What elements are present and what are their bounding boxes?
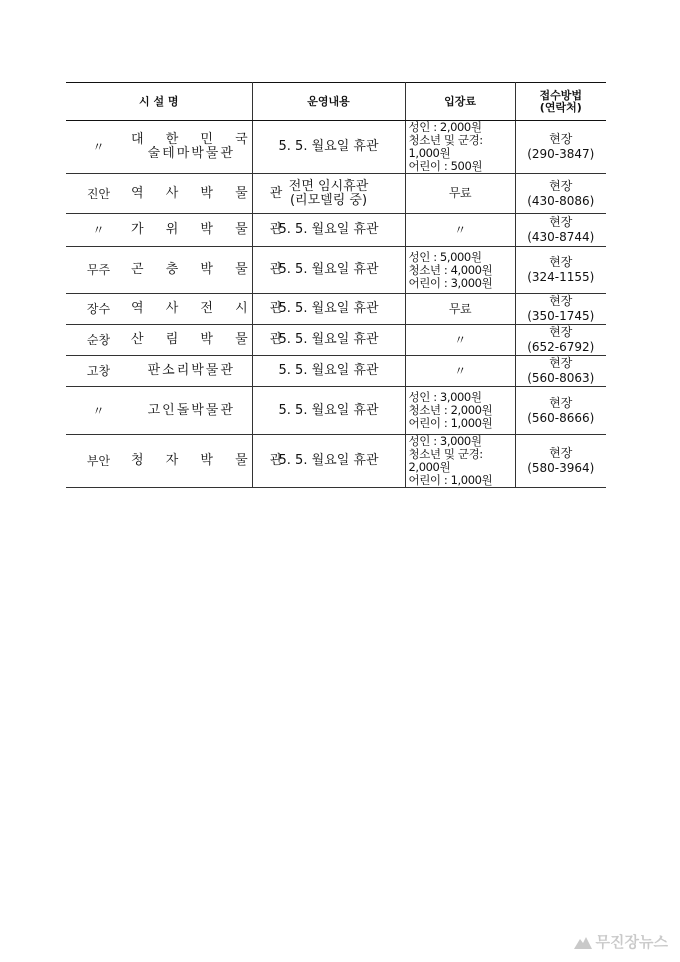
header-contact-line2: (연락처) (539, 100, 582, 114)
region-text: 진안 (86, 186, 111, 201)
table-row (66, 247, 606, 294)
table-row (66, 387, 606, 435)
region-cell (66, 294, 131, 325)
operation-line: 5. 5. 월요일 휴관 (278, 139, 379, 154)
operation-line: 5. 5. 월요일 휴관 (278, 402, 379, 418)
facility-name-line: 역 사 박 물 관 (131, 185, 292, 201)
admission-line: 청소년 : 2,000원 (408, 403, 493, 417)
facility-name-cell (131, 174, 292, 214)
facility-table (66, 82, 606, 488)
contact-phone: (324-1155) (527, 270, 595, 284)
region-text: 순창 (86, 333, 111, 347)
facility-name-cell (131, 294, 292, 325)
facility-name-cell (131, 214, 292, 247)
facility-name-line: 가 위 박 물 관 (131, 222, 292, 237)
operation-line: (리모델링 중) (289, 192, 368, 208)
facility-name-line: 산 림 박 물 관 (131, 332, 292, 347)
contact-method: 현장 (549, 395, 573, 410)
admission-line: 〃 (454, 332, 466, 347)
contact-method: 현장 (549, 255, 573, 269)
region-text: 장수 (86, 302, 111, 316)
contact-cell (515, 214, 606, 247)
region-cell (66, 325, 131, 356)
table-header-row (66, 83, 606, 121)
operation-cell (252, 387, 405, 435)
contact-method: 현장 (549, 446, 573, 460)
contact-cell (515, 356, 606, 387)
admission-line: 무료 (448, 301, 472, 316)
facility-name-cell (131, 387, 252, 435)
table-row (66, 214, 606, 247)
contact-cell (515, 387, 606, 435)
contact-phone: (430-8744) (527, 230, 595, 244)
contact-cell (515, 174, 606, 214)
operation-cell (252, 356, 405, 387)
facility-name-line: 역 사 전 시 관 (131, 301, 292, 316)
contact-method: 현장 (549, 178, 573, 193)
contact-phone: (560-8666) (527, 410, 595, 425)
contact-cell (515, 325, 606, 356)
facility-name-cell (131, 356, 252, 387)
header-operation: 운영내용 (252, 83, 405, 121)
contact-phone: (290-3847) (527, 147, 595, 161)
admission-line: 청소년 및 군경: 1,000원 (408, 133, 483, 160)
facility-name-line: 판소리박물관 (147, 363, 235, 378)
admission-line: 어린이 : 500원 (408, 159, 483, 173)
facility-name-cell (131, 325, 292, 356)
facility-name-cell (131, 435, 292, 488)
region-cell (66, 387, 131, 435)
contact-method: 현장 (549, 215, 573, 229)
region-text: 무주 (86, 263, 111, 277)
contact-phone: (560-8063) (527, 371, 595, 385)
contact-phone: (430-8086) (527, 193, 595, 208)
operation-line: 전면 임시휴관 (288, 178, 369, 194)
operation-cell (252, 121, 405, 174)
admission-line: 청소년 : 4,000원 (408, 262, 493, 277)
admission-cell (405, 247, 515, 294)
header-facility: 시 설 명 (66, 83, 252, 121)
table-row (66, 325, 606, 356)
region-cell (66, 435, 131, 488)
contact-cell (515, 294, 606, 325)
facility-name-line: 술테마박물관 (147, 146, 235, 161)
table-row (66, 174, 606, 214)
admission-line: 〃 (454, 363, 466, 378)
admission-line: 청소년 및 군경: 2,000원 (408, 447, 483, 474)
region-text: 〃 (92, 403, 105, 418)
admission-line: 어린이 : 1,000원 (408, 473, 493, 487)
watermark-text: 무진장뉴스 (595, 933, 668, 951)
contact-method: 현장 (549, 132, 573, 146)
admission-cell (405, 387, 515, 435)
contact-cell (515, 435, 606, 488)
watermark-logo (573, 931, 668, 952)
contact-method: 현장 (549, 325, 573, 339)
contact-phone: (652-6792) (527, 340, 595, 354)
admission-line: 성인 : 3,000원 (408, 390, 482, 404)
contact-cell (515, 247, 606, 294)
table-body (66, 121, 606, 488)
header-admission: 입장료 (405, 83, 515, 121)
operation-line: 5. 5. 월요일 휴관 (278, 301, 379, 316)
operation-line: 5. 5. 월요일 휴관 (278, 222, 379, 237)
facility-name-line: 곤 충 박 물 관 (131, 262, 292, 277)
admission-cell (405, 356, 515, 387)
admission-cell (405, 121, 515, 174)
admission-cell (405, 435, 515, 488)
table-row (66, 294, 606, 325)
contact-phone: (580-3964) (527, 461, 595, 475)
contact-method: 현장 (549, 356, 573, 370)
operation-line: 5. 5. 월요일 휴관 (278, 332, 379, 347)
admission-cell (405, 174, 515, 214)
header-contact-line1: 접수방법 (539, 88, 583, 102)
admission-line: 〃 (454, 222, 466, 237)
facility-name-line: 대 한 민 국 (131, 132, 257, 147)
contact-method: 현장 (549, 294, 573, 308)
facility-name-line: 청 자 박 물 관 (131, 453, 292, 468)
region-cell (66, 247, 131, 294)
region-cell (66, 214, 131, 247)
region-cell (66, 121, 131, 174)
admission-line: 어린이 : 3,000원 (408, 275, 493, 290)
admission-line: 어린이 : 1,000원 (408, 416, 493, 430)
admission-line: 무료 (448, 186, 472, 200)
contact-cell (515, 121, 606, 174)
facility-name-cell (131, 121, 257, 174)
region-text: 〃 (92, 223, 105, 237)
table-row (66, 435, 606, 488)
mountain-logo-icon (573, 934, 593, 950)
contact-phone: (350-1745) (527, 309, 595, 323)
region-text: 부안 (86, 454, 111, 468)
header-contact (515, 83, 606, 121)
admission-line: 성인 : 3,000원 (408, 434, 482, 448)
region-text: 〃 (92, 140, 105, 154)
table-row (66, 356, 606, 387)
region-text: 고창 (86, 364, 111, 378)
admission-line: 성인 : 2,000원 (408, 120, 482, 134)
region-cell (66, 174, 131, 214)
table-row (66, 121, 606, 174)
admission-cell (405, 214, 515, 247)
admission-line: 성인 : 5,000원 (408, 249, 482, 264)
operation-line: 5. 5. 월요일 휴관 (278, 262, 379, 277)
facility-name-line: 고인돌박물관 (147, 402, 235, 418)
facility-name-cell (131, 247, 292, 294)
operation-line: 5. 5. 월요일 휴관 (278, 363, 379, 378)
operation-line: 5. 5. 월요일 휴관 (278, 453, 379, 468)
region-cell (66, 356, 131, 387)
admission-cell (405, 325, 515, 356)
admission-cell (405, 294, 515, 325)
